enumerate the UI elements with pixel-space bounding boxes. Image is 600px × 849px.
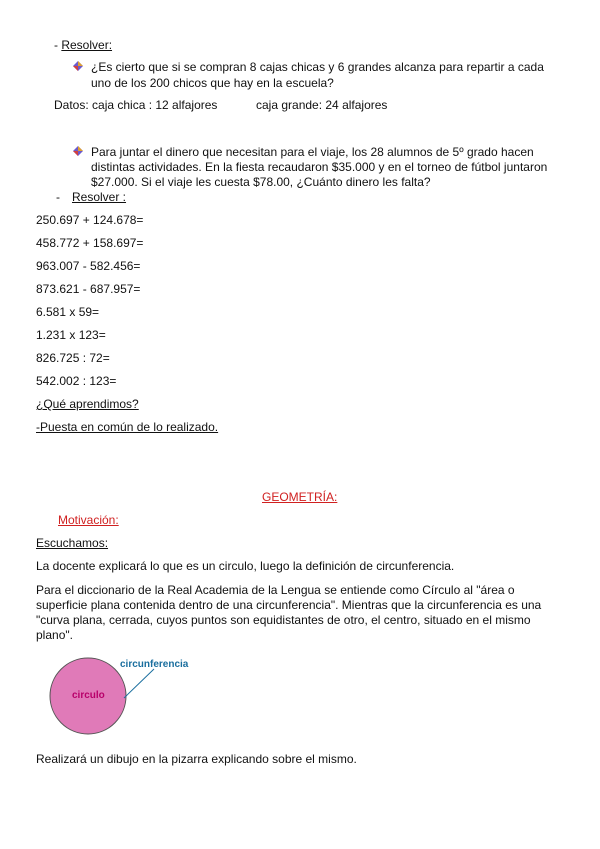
circumference-pointer-line: [124, 669, 154, 698]
motivacion-heading: [36, 513, 119, 528]
operation-5: 6.581 x 59=: [36, 305, 100, 319]
escuchamos-heading: Escuchamos:: [36, 536, 109, 550]
resolver-heading-2: [56, 190, 126, 205]
bullet2-line3: $27.000. Si el viaje les cuesta $78.00, ¿Cuánto dinero les falta?: [91, 175, 431, 189]
puesta-en-comun: -Puesta en común de lo realizado.: [36, 420, 219, 434]
bullet2-line2: distintas actividades. En la fiesta recaudaron $35.000 y en el torneo de fútbol juntaron: [91, 160, 548, 174]
datos-small: Datos: caja chica : 12 alfajores: [54, 98, 218, 112]
definicion-line1: Para el diccionario de la Real Academia de la Lengua se entiende como Círculo al "área o: [36, 583, 515, 597]
resolver-label: Resolver:: [61, 38, 113, 52]
que-aprendimos: ¿Qué aprendimos?: [36, 397, 139, 411]
docente-paragraph: La docente explicará lo que es un circulo, luego la definición de circunferencia.: [36, 559, 455, 573]
bullet2-line1: Para juntar el dinero que necesitan para el viaje, los 28 alumnos de 5º grado hacen: [91, 145, 534, 159]
resolver2-prefix: -: [56, 190, 60, 204]
circle-diagram: [40, 650, 210, 750]
operation-2: 458.772 + 158.697=: [36, 236, 144, 250]
definicion-line4: plano".: [36, 628, 73, 642]
definicion-line2: superficie plana contenida dentro de una circunferencia". Mientras que la circunferencia es una: [36, 598, 542, 612]
bullet1-line1: ¿Es cierto que si se compran 8 cajas chicas y 6 grandes alcanza para repartir a cada: [91, 60, 544, 74]
operation-4: 873.621 - 687.957=: [36, 282, 141, 296]
resolver-prefix: -: [54, 38, 62, 52]
resolver-heading-1: [54, 38, 112, 53]
circle-label: circulo: [72, 690, 105, 701]
motivacion-label: Motivación:: [58, 513, 119, 527]
bullet-icon: [72, 145, 84, 157]
operation-7: 826.725 : 72=: [36, 351, 110, 365]
resolver2-label: Resolver :: [72, 190, 127, 204]
bullet-icon: [72, 60, 84, 72]
realizara-paragraph: Realizará un dibujo en la pizarra explicando sobre el mismo.: [36, 752, 357, 766]
datos-big: caja grande: 24 alfajores: [256, 98, 388, 112]
bullet1-line2: uno de los 200 chicos que hay en la escuela?: [91, 76, 334, 90]
operation-6: 1.231 x 123=: [36, 328, 106, 342]
operation-1: 250.697 + 124.678=: [36, 213, 144, 227]
operation-3: 963.007 - 582.456=: [36, 259, 141, 273]
circumference-label: circunferencia: [120, 659, 189, 670]
definicion-line3: "curva plana, cerrada, cuyos puntos son equidistantes de otro, el centro, situado en el mismo: [36, 613, 531, 627]
geometry-title: GEOMETRÍA:: [262, 490, 338, 504]
operation-8: 542.002 : 123=: [36, 374, 117, 388]
